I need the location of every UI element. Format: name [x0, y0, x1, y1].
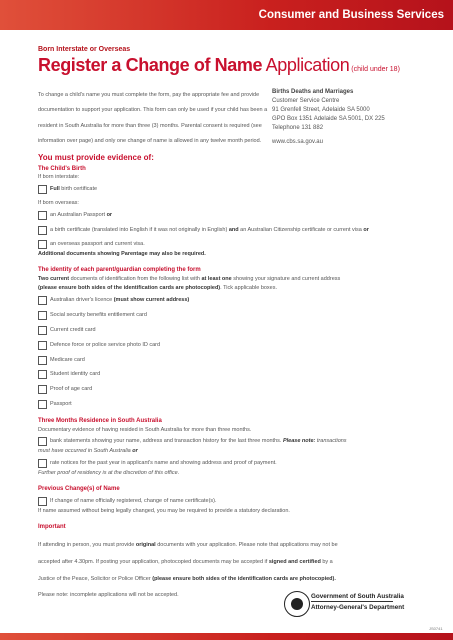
- identity-line-1: Two current documents of identification from the following list with at least one showing your signature and current address: [38, 276, 341, 282]
- contact-heading: Births Deaths and Marriages: [272, 89, 354, 95]
- important-line-4: Please note: incomplete applications will not be accepted.: [38, 592, 179, 598]
- checkbox-id-item[interactable]: [38, 370, 47, 379]
- important-heading: Important: [38, 524, 66, 530]
- drivers-licence-label: Australian driver's licence (must show current address): [50, 297, 190, 303]
- bank-statements-label: bank statements showing your name, address and transaction history for the last three months. Please note: transactions: [50, 438, 347, 444]
- previous-note: If name assumed without being legally changed, you may be required to provide a statutory declaration.: [38, 508, 290, 514]
- checkbox-full-birth-cert[interactable]: [38, 185, 47, 194]
- bottom-banner: [0, 633, 453, 640]
- australian-passport-label: an Australian Passport or: [50, 212, 113, 218]
- header-banner: [0, 0, 453, 30]
- checkbox-overseas-passport[interactable]: [38, 240, 47, 249]
- form-code: JS0741: [429, 626, 443, 631]
- if-overseas: If born overseas:: [38, 200, 79, 206]
- checkbox-drivers-licence[interactable]: [38, 296, 47, 305]
- contact-line: GPO Box 1351 Adelaide SA 5001, DX 225: [272, 116, 385, 122]
- title-bold: Register a Change of Name: [38, 55, 263, 75]
- checkbox-bank-statements[interactable]: [38, 437, 47, 446]
- title-light: Application: [262, 55, 350, 75]
- id-item-label: Passport: [50, 401, 72, 407]
- name-certificate-label: If change of name officially registered, change of name certificate(s).: [50, 498, 217, 504]
- id-item-label: Current credit card: [50, 327, 96, 333]
- evidence-heading: You must provide evidence of:: [38, 153, 154, 162]
- form-subtitle: Born Interstate or Overseas: [38, 46, 131, 53]
- contact-line: Customer Service Centre: [272, 98, 340, 104]
- important-line-2: accepted after 4.30pm. If posting your application, photocopied documents may be accepted if signed and certified by a: [38, 559, 333, 565]
- checkbox-id-item[interactable]: [38, 385, 47, 394]
- residence-heading: Three Months Residence in South Australia: [38, 418, 162, 424]
- identity-line-2: (please ensure both sides of the identification cards are photocopied). Tick applicable boxes.: [38, 285, 278, 291]
- residence-desc: Documentary evidence of having resided in South Australia for more than three months.: [38, 427, 252, 433]
- footer-divider: [311, 601, 393, 602]
- id-item-label: Social security benefits entitlement card: [50, 312, 147, 318]
- checkbox-id-item[interactable]: [38, 311, 47, 320]
- id-item-label: Proof of age card: [50, 386, 93, 392]
- checkbox-id-item[interactable]: [38, 356, 47, 365]
- if-interstate: If born interstate:: [38, 174, 80, 180]
- title-small: (child under 18): [349, 66, 400, 73]
- checkbox-name-certificate[interactable]: [38, 497, 47, 506]
- id-item-label: Defence force or police service photo ID card: [50, 342, 161, 348]
- contact-block: [272, 88, 385, 147]
- important-line-1: If attending in person, you must provide original documents with your application. Please note that applications may not be: [38, 542, 338, 548]
- important-line-3: Justice of the Peace, Solicitor or Police Officer (please ensure both sides of the identification cards are photocopied).: [38, 576, 336, 582]
- bank-note-cont: must have occurred in South Australia or: [38, 448, 138, 454]
- checkbox-rate-notices[interactable]: [38, 459, 47, 468]
- contact-url[interactable]: www.cbs.sa.gov.au: [272, 139, 323, 145]
- page-title: [38, 55, 400, 76]
- checkbox-id-item[interactable]: [38, 341, 47, 350]
- further-proof: Further proof of residency is at the discretion of this office.: [38, 470, 180, 476]
- checkbox-id-item[interactable]: [38, 400, 47, 409]
- previous-heading: Previous Change(s) of Name: [38, 486, 120, 492]
- contact-line: Telephone 131 882: [272, 125, 324, 131]
- checkbox-birth-certificate[interactable]: [38, 226, 47, 235]
- additional-docs-note: Additional documents showing Parentage may also be required.: [38, 251, 206, 257]
- dept-name: Attorney-General's Department: [311, 604, 405, 611]
- rate-notices-label: rate notices for the past year in applicant's name and showing address and proof of payment.: [50, 460, 277, 466]
- identity-heading: The identity of each parent/guardian completing the form: [38, 267, 201, 273]
- contact-line: 91 Grenfell Street, Adelaide SA 5000: [272, 107, 370, 113]
- banner-title: Consumer and Business Services: [258, 9, 444, 21]
- intro-text: To change a child's name you must complete the form, pay the appropriate fee and provide documentation to support your application. This form can only be used if your child has been a resident in South Australia for more than three (3) months. Parental consent is required (see information over page) and only one change of name is allowed in any twelve month period.: [38, 92, 268, 144]
- birth-heading: The Child's Birth: [38, 166, 86, 172]
- checkbox-australian-passport[interactable]: [38, 211, 47, 220]
- full-birth-cert-label: Full birth certificate: [50, 186, 98, 192]
- birth-certificate-label: a birth certificate (translated into English if it was not originally in English) and an Australian Citizenship certificate or current visa or: [50, 227, 369, 233]
- id-item-label: Medicare card: [50, 357, 85, 363]
- checkbox-id-item[interactable]: [38, 326, 47, 335]
- gov-name: Government of South Australia: [311, 593, 404, 600]
- crest-logo-icon: [284, 591, 310, 617]
- id-item-label: Student identity card: [50, 371, 101, 377]
- overseas-passport-label: an overseas passport and current visa.: [50, 241, 145, 247]
